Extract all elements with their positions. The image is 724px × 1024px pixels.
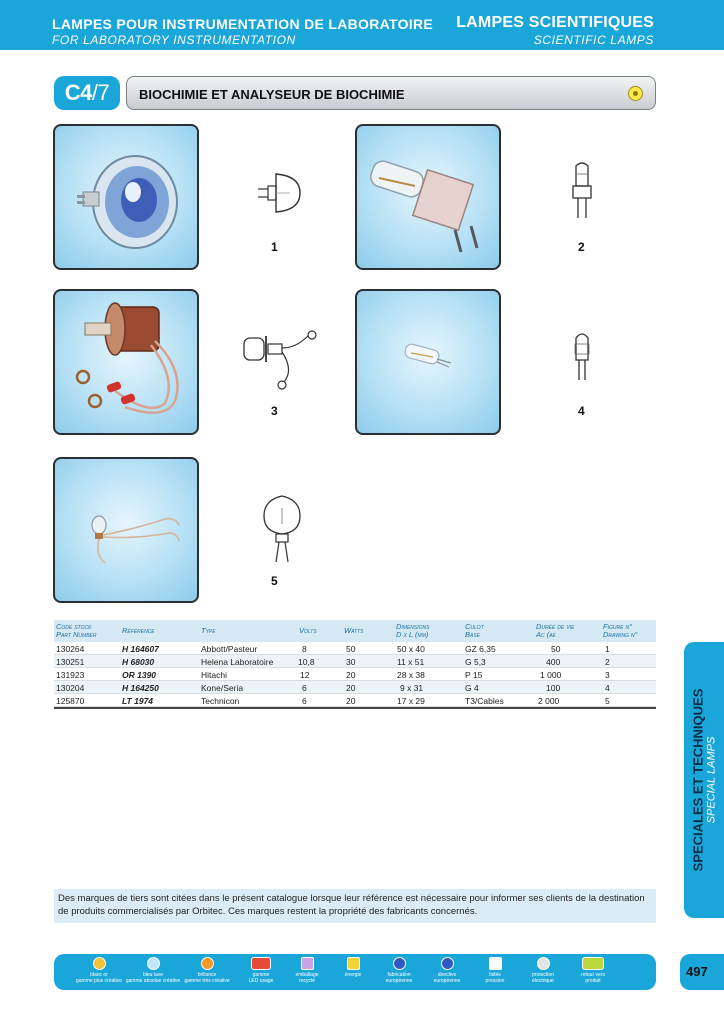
cell-dimensions: 11 x 51: [397, 657, 425, 667]
cell-duree: 50: [551, 644, 561, 654]
cell-reference: LT 1974: [122, 696, 154, 706]
cell-watts: 50: [346, 644, 356, 654]
cell-figure: 3: [605, 670, 610, 680]
cell-culot: T3/Cables: [465, 696, 504, 706]
header-dimensions: Dimensions D x L (mm): [396, 622, 430, 639]
header-volts: Volts: [299, 626, 317, 635]
cell-dimensions: 9 x 31: [400, 683, 424, 693]
cell-code: 130204: [56, 683, 85, 693]
legend-label: brillance gamme très créative: [184, 972, 230, 984]
section-code: [54, 76, 120, 110]
cell-code: 130264: [56, 644, 85, 654]
cell-type: Hitachi: [201, 670, 227, 680]
cell-watts: 20: [346, 683, 356, 693]
table-header: [54, 620, 656, 642]
trademark-notice: Des marques de tiers sont citées dans le présent catalogue lorsque leur référence est nécessaire pour informer ses clients de la destination de produits commercialisés par Orbitec. Ces marques restent la propriété des fabricants concernés.: [54, 889, 656, 923]
star-icon: [201, 957, 214, 970]
t3-cable-lamp-icon: [55, 459, 199, 603]
cell-volts: 6: [302, 696, 307, 706]
header-band: [0, 0, 724, 50]
legend-label: directive européenne: [433, 972, 461, 984]
legend-label: emballage recyclé: [295, 972, 319, 984]
section-code-main: C4: [64, 80, 92, 105]
table-row: [54, 668, 656, 681]
legend-label: bleu lave gamme absolue créative: [125, 972, 181, 984]
cell-dimensions: 50 x 40: [397, 644, 425, 654]
section-title: BIOCHIMIE ET ANALYSEUR DE BIOCHIMIE: [139, 87, 405, 102]
cell-reference: OR 1390: [122, 670, 157, 680]
capsule-g4-icon: [357, 291, 501, 435]
flanged-cable-lamp-icon: [55, 291, 199, 435]
legend-label: fabrication européenne: [385, 972, 413, 984]
table-row: [54, 681, 656, 694]
legend-label: énergie: [344, 972, 362, 978]
cell-reference: H 164607: [122, 644, 159, 654]
cell-type: Technicon: [201, 696, 240, 706]
drawing-5-icon: [260, 492, 304, 566]
table-row: [54, 642, 656, 655]
drawing-1-icon: [254, 166, 304, 220]
table-end-rule: [54, 707, 656, 709]
legend-label: faible pression: [485, 972, 505, 984]
legend-label: blanc or gamme plus créative: [75, 972, 123, 984]
table-row: [54, 694, 656, 707]
cell-type: Helena Laboratoire: [201, 657, 274, 667]
cell-code: 130251: [56, 657, 85, 667]
eu-icon: [393, 957, 406, 970]
cell-dimensions: 28 x 38: [397, 670, 425, 680]
cell-volts: 8: [302, 644, 307, 654]
header-title-fr: LAMPES POUR INSTRUMENTATION DE LABORATOIRE: [52, 16, 434, 32]
figure-number: 1: [271, 240, 278, 254]
cell-type: Abbott/Pasteur: [201, 644, 258, 654]
shield-icon: [537, 957, 550, 970]
legend-item: [122, 957, 184, 984]
figure-number: 3: [271, 404, 278, 418]
section-code-slash: /7: [91, 80, 110, 105]
legend-item: [176, 957, 238, 984]
figure-number: 2: [578, 240, 585, 254]
cell-figure: 2: [605, 657, 610, 667]
table-row: [54, 655, 656, 668]
cell-reference: H 68030: [122, 657, 155, 667]
header-reference: Référence: [122, 626, 155, 635]
legend-item: [68, 957, 130, 984]
reflector-lamp-icon: [55, 126, 199, 270]
bolt-icon: [347, 957, 360, 970]
header-duree: Durée de vie Ac (ae: [536, 622, 575, 639]
header-watts: Watts: [344, 626, 364, 635]
drop-icon: [147, 957, 160, 970]
legend-label: protection électrique: [532, 972, 554, 984]
cell-reference: H 164250: [122, 683, 159, 693]
cell-code: 131923: [56, 670, 85, 680]
ce-icon: [441, 957, 454, 970]
led-icon: [251, 957, 271, 970]
photo-lamp-4: [355, 289, 501, 435]
category-side-tab: [684, 642, 724, 918]
cell-code: 125870: [56, 696, 85, 706]
photo-lamp-1: [53, 124, 199, 270]
figure-number: 5: [271, 574, 278, 588]
cell-figure: 4: [605, 683, 610, 693]
sun-icon: [93, 957, 106, 970]
side-tab-text: [691, 689, 718, 872]
gauge-icon: [489, 957, 502, 970]
cell-volts: 10,8: [298, 657, 315, 667]
photo-lamp-3: [53, 289, 199, 435]
side-tab-line2: SPECIAL LAMPS: [705, 736, 718, 824]
header-category-fr: LAMPES SCIENTIFIQUES: [456, 14, 654, 31]
return-icon: [582, 957, 604, 970]
header-category-en: SCIENTIFIC LAMPS: [533, 33, 654, 47]
cell-duree: 2 000: [538, 696, 560, 706]
drawing-2-icon: [567, 160, 597, 226]
cell-type: Kone/Seria: [201, 683, 244, 693]
side-tab-line1: SPECIALES ET TECHNIQUES: [690, 688, 706, 872]
cell-watts: 30: [346, 657, 356, 667]
halogen-capsule-icon: [357, 126, 501, 270]
cell-volts: 12: [300, 670, 310, 680]
cell-duree: 100: [546, 683, 561, 693]
cell-watts: 20: [346, 696, 356, 706]
header-title-en: FOR LABORATORY INSTRUMENTATION: [52, 33, 296, 47]
drawing-4-icon: [570, 330, 594, 386]
target-icon: [628, 86, 643, 101]
cell-culot: P 15: [465, 670, 483, 680]
cell-dimensions: 17 x 29: [397, 696, 425, 706]
cell-culot: G 4: [465, 683, 479, 693]
legend-label: retour vers produit: [581, 972, 605, 984]
section-title-bar: [126, 76, 656, 110]
cell-watts: 20: [346, 670, 356, 680]
cell-figure: 5: [605, 696, 610, 706]
photo-lamp-2: [355, 124, 501, 270]
legend-label: gamme LED usage: [248, 972, 274, 984]
cell-culot: G 5,3: [465, 657, 486, 667]
header-type: Type: [201, 626, 216, 635]
photo-lamp-5: [53, 457, 199, 603]
cell-duree: 1 000: [540, 670, 562, 680]
figure-number: 4: [578, 404, 585, 418]
page-number: 497: [686, 964, 708, 979]
header-culot: Culot Base: [465, 622, 484, 639]
box-icon: [301, 957, 314, 970]
drawing-3-icon: [236, 330, 332, 390]
lamp-spec-table: [54, 620, 656, 709]
cell-duree: 400: [546, 657, 561, 667]
page-number-tab: [680, 954, 724, 990]
footer-legend: [54, 954, 656, 990]
header-figure: Figure n° Drawing n°: [603, 622, 638, 639]
legend-item: [562, 957, 624, 984]
cell-volts: 6: [302, 683, 307, 693]
header-code: Code stock Part Number: [56, 622, 97, 639]
cell-culot: GZ 6,35: [465, 644, 496, 654]
cell-figure: 1: [605, 644, 610, 654]
